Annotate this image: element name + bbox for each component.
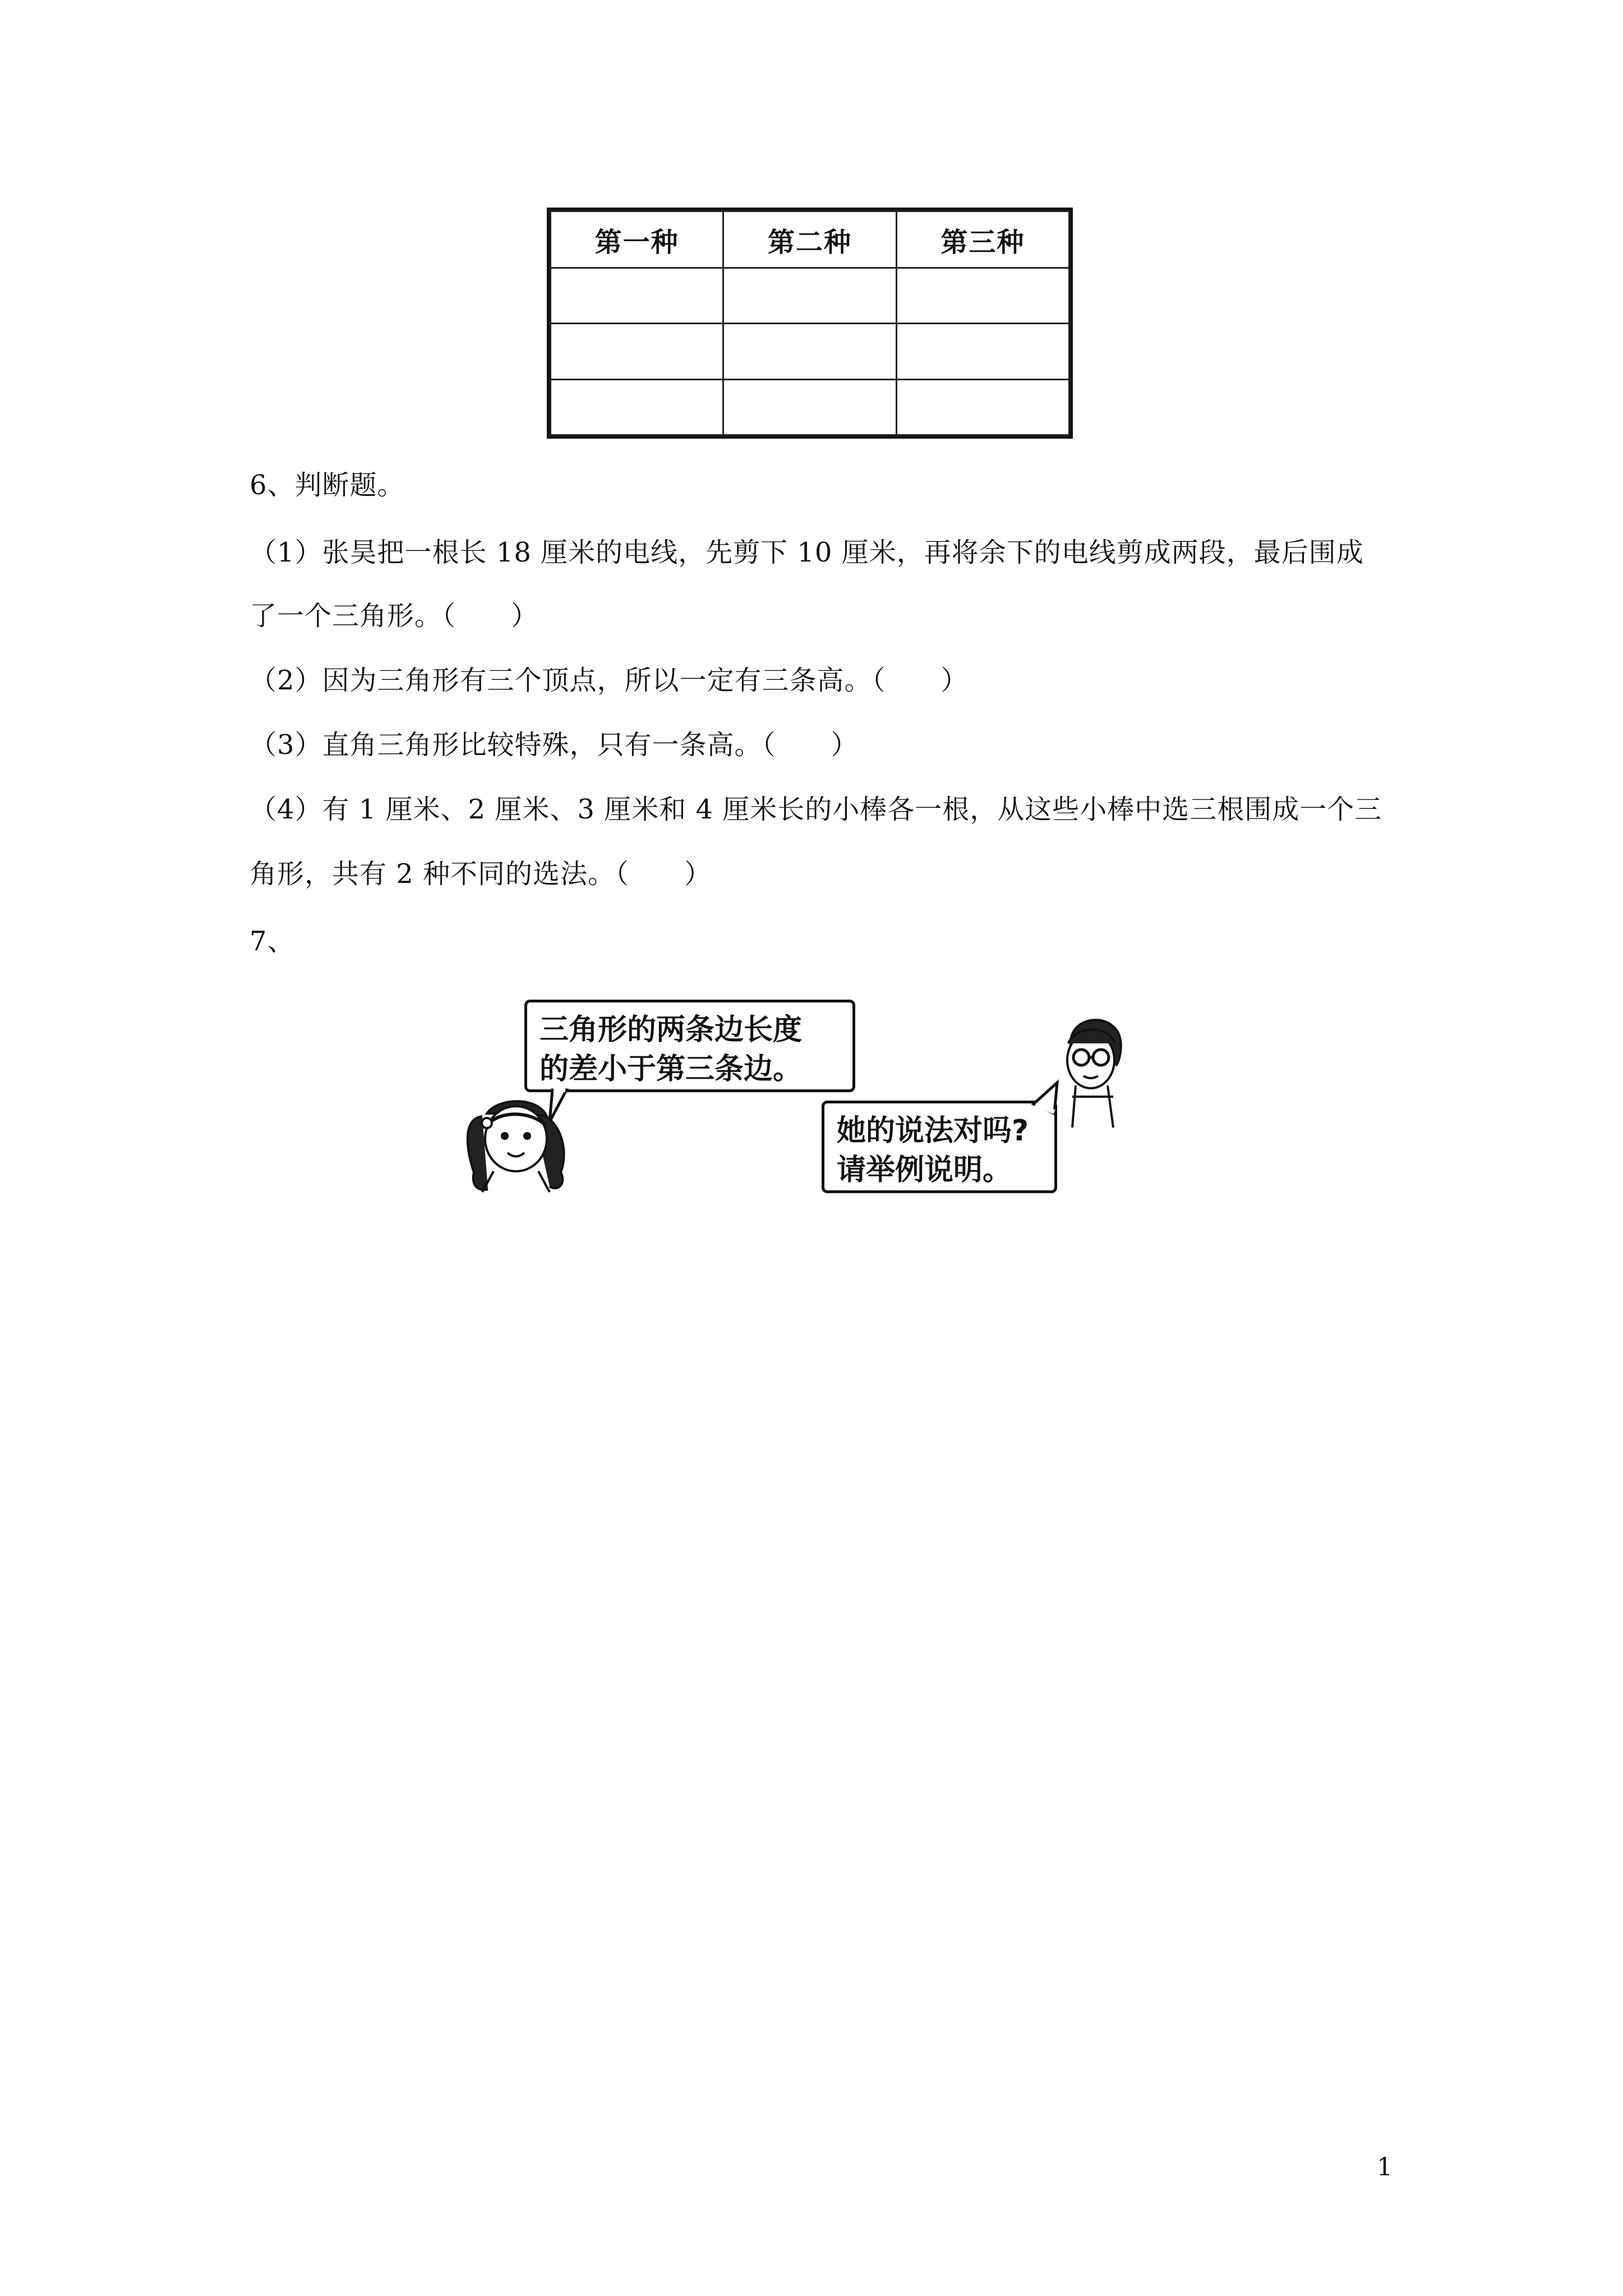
girl-speech-line: 的差小于第三条边。 bbox=[540, 1052, 803, 1086]
question-6-item-1-line-2: 了一个三角形。（ ） bbox=[250, 600, 539, 632]
table-header: 第一种 bbox=[551, 211, 723, 268]
girl-speech-line: 三角形的两条边长度 bbox=[540, 1013, 803, 1047]
question-6-item-4-line-2: 角形，共有 2 种不同的选法。（ ） bbox=[250, 858, 712, 890]
question-6-item-3: （3）直角三角形比较特殊，只有一条高。（ ） bbox=[250, 729, 859, 761]
boy-icon bbox=[1067, 1020, 1121, 1128]
boy-speech-line: 她的说法对吗? bbox=[837, 1114, 1029, 1148]
question-6-title: 6、判断题。 bbox=[250, 470, 405, 501]
table-header: 第二种 bbox=[723, 211, 896, 268]
question-6-item-2: （2）因为三角形有三个顶点，所以一定有三条高。（ ） bbox=[250, 665, 969, 696]
boy-speech-line: 请举例说明。 bbox=[837, 1153, 1012, 1187]
question-6-item-1-line-1: （1）张昊把一根长 18 厘米的电线，先剪下 10 厘米，再将余下的电线剪成两段，最后围成 bbox=[250, 537, 1364, 568]
table-header: 第三种 bbox=[896, 211, 1069, 268]
girl-bubble-tail bbox=[550, 1090, 566, 1122]
page-number: 1 bbox=[1377, 2153, 1393, 2182]
question-7-title: 7、 bbox=[250, 926, 295, 957]
question-6-item-4-line-1: （4）有 1 厘米、2 厘米、3 厘米和 4 厘米长的小棒各一根，从这些小棒中选三根围成一个三 bbox=[250, 794, 1382, 825]
